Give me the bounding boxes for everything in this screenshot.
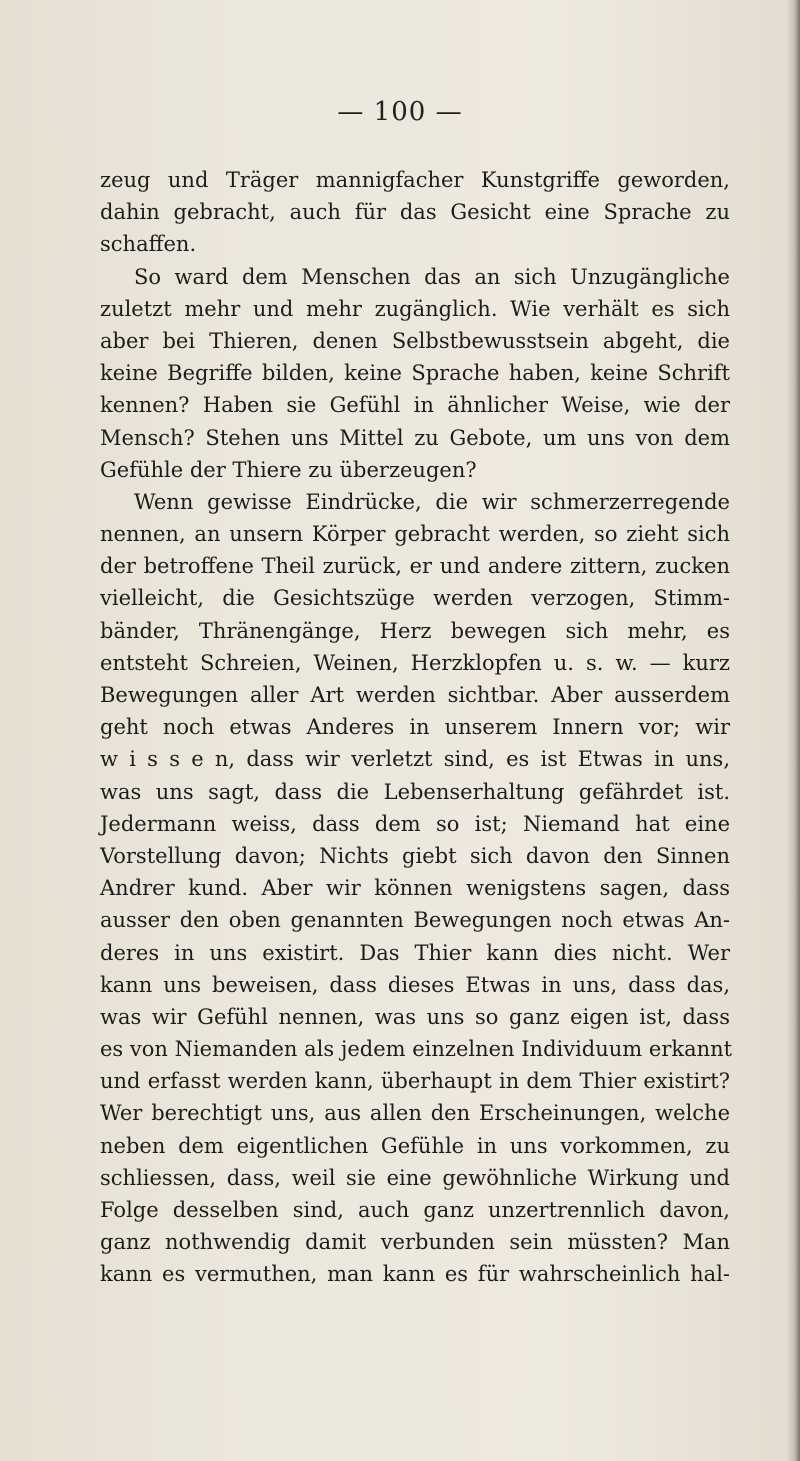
text-line: ausser den oben genannten Bewegungen noch etwas An- xyxy=(100,908,730,933)
text-line: Gefühle der Thiere zu überzeugen? xyxy=(100,457,477,482)
text-line: kennen? Haben sie Gefühl in ähnlicher Weise, wie der xyxy=(100,393,730,418)
text-line: Andrer kund. Aber wir können wenigstens sagen, dass xyxy=(100,876,730,901)
body-text xyxy=(100,164,733,1291)
text-line: aber bei Thieren, denen Selbstbewusstsein abgeht, die xyxy=(100,328,730,353)
text-line: vielleicht, die Gesichtszüge werden verzogen, Stimm- xyxy=(100,586,730,611)
text-line: Bewegungen aller Art werden sichtbar. Aber ausserdem xyxy=(100,683,730,707)
text-line: geht noch etwas Anderes in unserem Innern vor; wir xyxy=(100,715,730,740)
text-line: zeug und Träger mannigfacher Kunstgriffe geworden, xyxy=(100,168,730,192)
text-line: entsteht Schreien, Weinen, Herzklopfen u. s. w. — kurz xyxy=(100,650,730,675)
text-line: keine Begriffe bilden, keine Sprache haben, keine Schrift xyxy=(100,361,730,386)
text-line: neben dem eigentlichen Gefühle in uns vorkommen, zu xyxy=(100,1133,730,1158)
text-line: was wir Gefühl nennen, was uns so ganz eigen ist, dass xyxy=(100,1004,730,1029)
text-line: was uns sagt, dass die Lebenserhaltung gefährdet ist. xyxy=(100,779,730,804)
text-line: es von Niemanden als jedem einzelnen Individuum erkannt xyxy=(100,1037,733,1062)
text-line: der betroffene Theil zurück, er und andere zittern, zucken xyxy=(100,554,730,579)
text-line: w i s s e n, dass wir verletzt sind, es ist Etwas in uns, xyxy=(100,747,730,772)
text-line: dahin gebracht, auch für das Gesicht eine Sprache zu xyxy=(100,200,730,225)
text-line: Wenn gewisse Eindrücke, die wir schmerzerregende xyxy=(134,489,730,514)
text-line: Vorstellung davon; Nichts giebt sich davon den Sinnen xyxy=(100,843,730,868)
page-number: — 100 — xyxy=(337,97,463,127)
text-line: Folge desselben sind, auch ganz unzertrennlich davon, xyxy=(100,1198,730,1222)
text-line: Jedermann weiss, dass dem so ist; Niemand hat eine xyxy=(100,811,730,836)
text-line: schliessen, dass, weil sie eine gewöhnliche Wirkung und xyxy=(100,1165,730,1190)
text-line: ganz nothwendig damit verbunden sein müssten? Man xyxy=(100,1230,730,1255)
page-edge-shadow xyxy=(786,0,800,1461)
text-line: nennen, an unsern Körper gebracht werden, so zieht sich xyxy=(100,522,730,547)
text-line: Mensch? Stehen uns Mittel zu Gebote, um uns von dem xyxy=(100,425,730,450)
text-line: zuletzt mehr und mehr zugänglich. Wie verhält es sich xyxy=(100,296,730,321)
text-line: kann uns beweisen, dass dieses Etwas in uns, dass das, xyxy=(100,972,730,997)
text-line: bänder, Thränengänge, Herz bewegen sich mehr, es xyxy=(100,618,730,643)
text-line: Wer berechtigt uns, aus allen den Erscheinungen, welche xyxy=(100,1101,730,1126)
text-line: deres in uns existirt. Das Thier kann dies nicht. Wer xyxy=(100,940,730,965)
text-line: und erfasst werden kann, überhaupt in dem Thier existirt? xyxy=(100,1069,730,1094)
text-line: So ward dem Menschen das an sich Unzugängliche xyxy=(134,264,730,289)
text-line: kann es vermuthen, man kann es für wahrscheinlich hal- xyxy=(100,1262,730,1287)
text-line: schaffen. xyxy=(100,232,197,257)
